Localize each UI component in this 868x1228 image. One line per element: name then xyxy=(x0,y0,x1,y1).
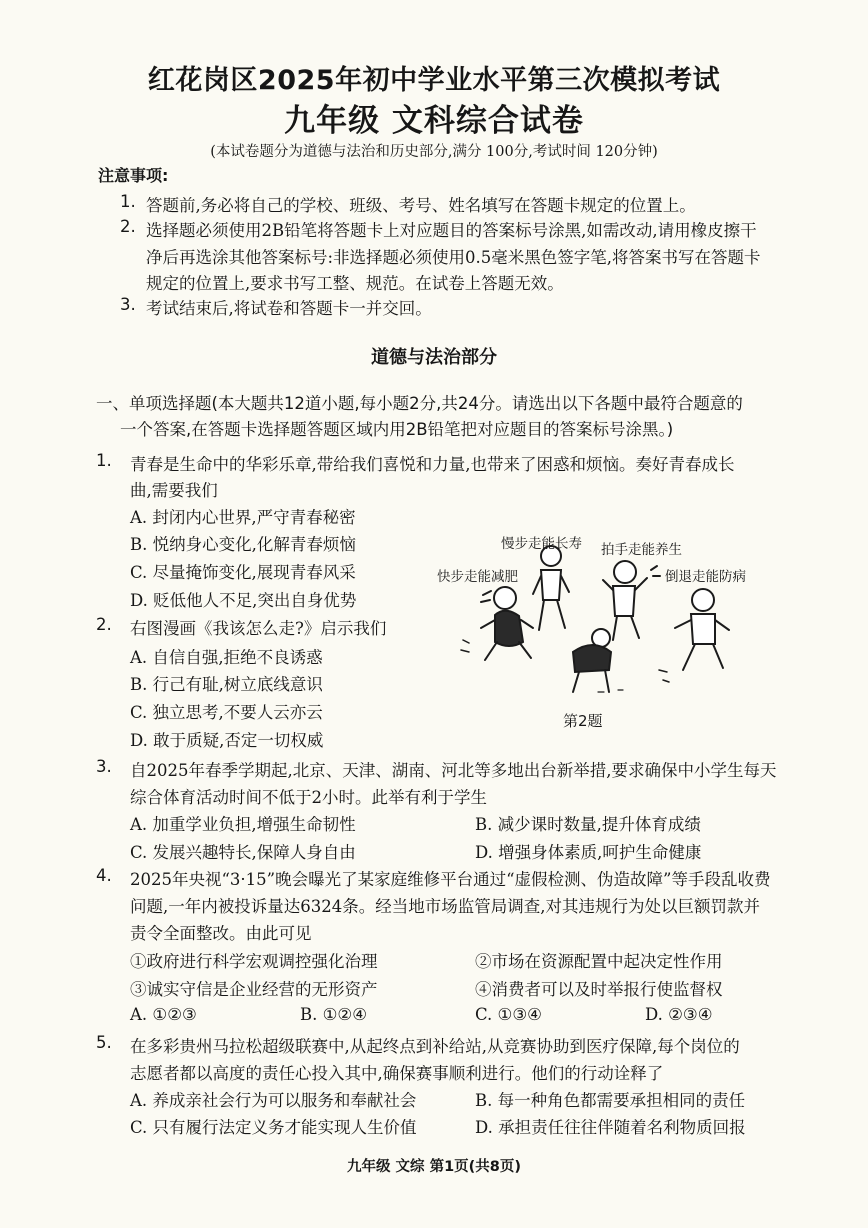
q3-option-b: B. 减少课时数量,提升体育成绩 xyxy=(475,815,701,834)
q3-option-d: D. 增强身体素质,呵护生命健康 xyxy=(475,843,702,862)
notice-item-2-line3: 规定的位置上,要求书写工整、规范。在试卷上答题无效。 xyxy=(146,274,564,293)
q2-option-a: A. 自信自强,拒绝不良诱惑 xyxy=(130,648,323,667)
cartoon-label-fast-walk: 快步走能减肥 xyxy=(437,569,518,585)
paper-subtitle: (本试卷题分为道德与法治和历史部分,满分 100分,考试时间 120分钟) xyxy=(210,144,658,160)
part1-instruction-line2: 一个答案,在答题卡选择题答题区域内用2B铅笔把对应题目的答案标号涂黑。) xyxy=(120,420,674,439)
q4-stem-line2: 问题,一年内被投诉量达6324条。经当地市场监管局调查,对其违规行为处以巨额罚款并 xyxy=(130,897,760,916)
notice-item-3-num: 3. xyxy=(120,295,136,314)
q4-option-b: B. ①②④ xyxy=(300,1005,367,1024)
q4-option-a: A. ①②③ xyxy=(130,1005,197,1024)
walking-cartoon xyxy=(423,520,753,705)
q3-stem-line1: 自2025年春季学期起,北京、天津、湖南、河北等多地出台新举措,要求确保中小学生每天 xyxy=(130,761,777,780)
paper-title: 九年级 文科综合试卷 xyxy=(284,103,584,139)
q5-number: 5. xyxy=(96,1033,112,1052)
q5-stem-line1: 在多彩贵州马拉松超级联赛中,从起终点到补给站,从竞赛协助到医疗保障,每个岗位的 xyxy=(130,1037,740,1056)
q4-stem-line1: 2025年央视“3·15”晚会曝光了某家庭维修平台通过“虚假检测、伪造故障”等手段乱收费 xyxy=(130,870,771,889)
cartoon-label-slow-walk: 慢步走能长寿 xyxy=(501,536,582,552)
q1-stem-line2: 曲,需要我们 xyxy=(130,481,218,500)
cartoon-label-clap-walk: 拍手走能养生 xyxy=(601,542,682,558)
q3-stem-line2: 综合体育活动时间不低于2小时。此举有利于学生 xyxy=(130,788,487,807)
q5-stem-line2: 志愿者都以高度的责任心投入其中,确保赛事顺利进行。他们的行动诠释了 xyxy=(130,1064,664,1083)
q5-option-d: D. 承担责任往往伴随着名利物质回报 xyxy=(475,1118,746,1137)
q4-number: 4. xyxy=(96,866,112,885)
q1-option-b: B. 悦纳身心变化,化解青春烦恼 xyxy=(130,535,356,554)
q2-option-d: D. 敢于质疑,否定一切权威 xyxy=(130,731,324,750)
q2-number: 2. xyxy=(96,615,112,634)
q4-stem-line3: 责令全面整改。由此可见 xyxy=(130,924,312,943)
cartoon-caption: 第2题 xyxy=(563,712,603,730)
cartoon-figures-illustration xyxy=(423,520,753,705)
notice-item-3-text: 考试结束后,将试卷和答题卡一并交回。 xyxy=(146,299,432,318)
page-footer: 九年级 文综 第1页(共8页) xyxy=(346,1159,522,1175)
q2-stem: 右图漫画《我该怎么走?》启示我们 xyxy=(130,619,387,638)
part1-instruction-line1: 一、单项选择题(本大题共12道小题,每小题2分,共24分。请选出以下各题中最符合题意的 xyxy=(96,394,743,413)
q4-statement-1: ①政府进行科学宏观调控强化治理 xyxy=(130,952,378,971)
q5-option-b: B. 每一种角色都需要承担相同的责任 xyxy=(475,1091,746,1110)
notice-heading: 注意事项: xyxy=(98,166,169,185)
q4-statement-4: ④消费者可以及时举报行使监督权 xyxy=(475,980,723,999)
q4-statement-2: ②市场在资源配置中起决定性作用 xyxy=(475,952,723,971)
q4-option-c: C. ①③④ xyxy=(475,1005,542,1024)
q3-option-c: C. 发展兴趣特长,保障人身自由 xyxy=(130,843,356,862)
q1-number: 1. xyxy=(96,451,112,470)
q4-option-d: D. ②③④ xyxy=(645,1005,713,1024)
q1-option-a: A. 封闭内心世界,严守青春秘密 xyxy=(130,508,356,527)
exam-title: 红花岗区2025年初中学业水平第三次模拟考试 xyxy=(147,65,721,96)
q3-option-a: A. 加重学业负担,增强生命韧性 xyxy=(130,815,356,834)
q5-option-a: A. 养成亲社会行为可以服务和奉献社会 xyxy=(130,1091,417,1110)
notice-item-2-line2: 净后再选涂其他答案标号:非选择题必须使用0.5毫米黑色签字笔,将答案书写在答题卡 xyxy=(146,248,761,267)
q5-option-c: C. 只有履行法定义务才能实现人生价值 xyxy=(130,1118,417,1137)
q2-option-c: C. 独立思考,不要人云亦云 xyxy=(130,703,323,722)
notice-item-2-num: 2. xyxy=(120,217,136,236)
q1-option-d: D. 贬低他人不足,突出自身优势 xyxy=(130,591,357,610)
section-title: 道德与法治部分 xyxy=(371,347,497,368)
q2-option-b: B. 行己有耻,树立底线意识 xyxy=(130,675,323,694)
q3-number: 3. xyxy=(96,757,112,776)
q4-statement-3: ③诚实守信是企业经营的无形资产 xyxy=(130,980,378,999)
cartoon-label-backward-walk: 倒退走能防病 xyxy=(665,569,746,585)
notice-item-1-text: 答题前,务必将自己的学校、班级、考号、姓名填写在答题卡规定的位置上。 xyxy=(146,196,696,215)
notice-item-2-line1: 选择题必须使用2B铅笔将答题卡上对应题目的答案标号涂黑,如需改动,请用橡皮擦干 xyxy=(146,221,757,240)
notice-item-1-num: 1. xyxy=(120,192,136,211)
q1-option-c: C. 尽量掩饰变化,展现青春风采 xyxy=(130,563,356,582)
q1-stem-line1: 青春是生命中的华彩乐章,带给我们喜悦和力量,也带来了困惑和烦恼。奏好青春成长 xyxy=(130,455,735,474)
